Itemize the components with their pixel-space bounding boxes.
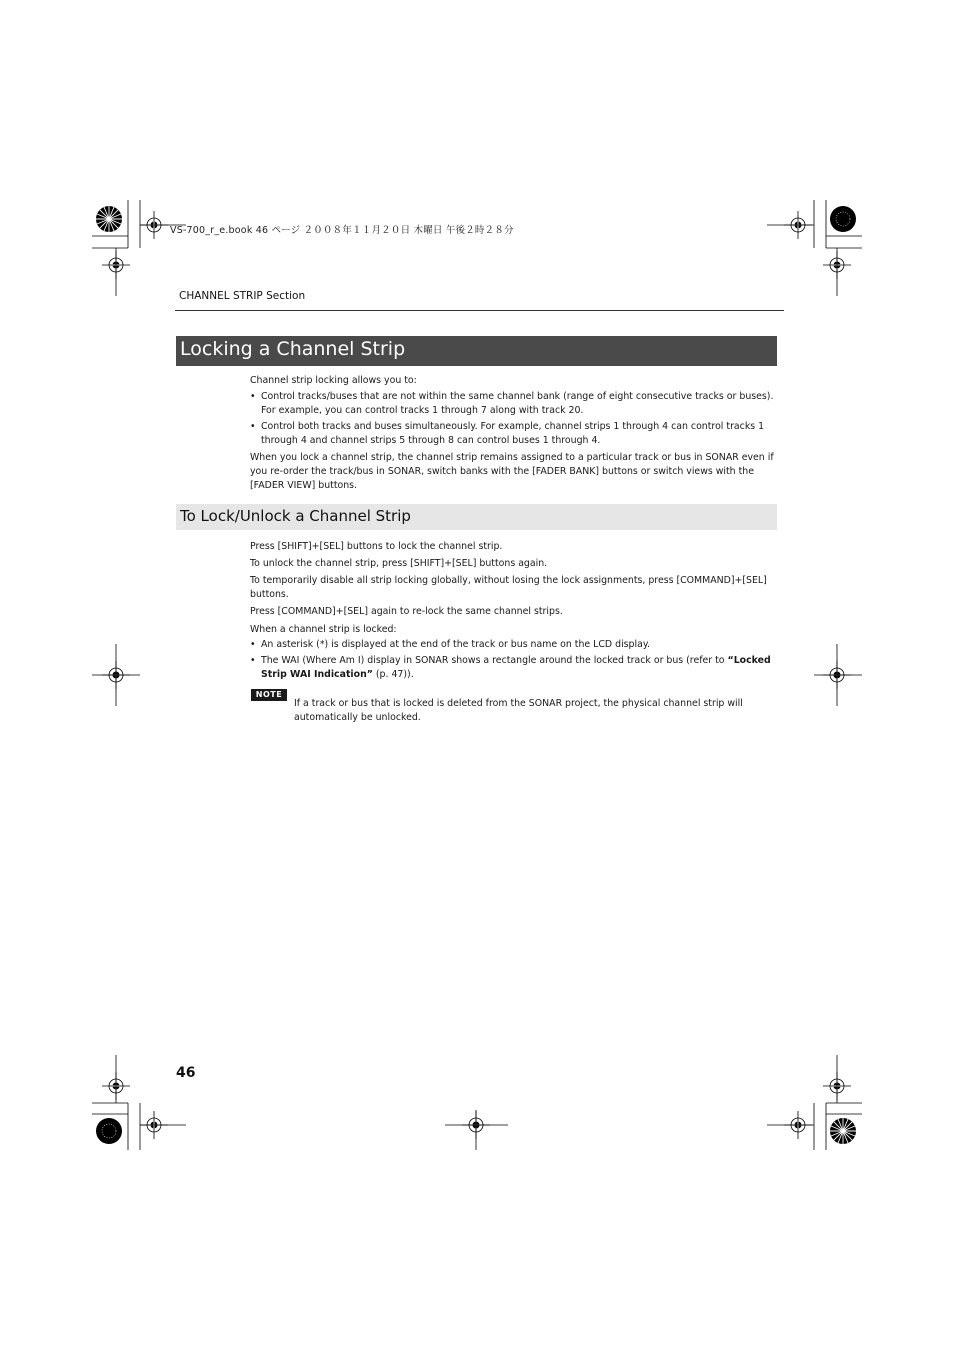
bullet-glyph: • (250, 655, 256, 666)
list-item (250, 390, 776, 418)
bullet-text: The WAI (Where Am I) display in SONAR shows a rectangle around the locked track or bus (refer to (261, 655, 728, 666)
page-number: 46 (176, 1065, 196, 1081)
step-paragraph: Press [SHIFT]+[SEL] buttons to lock the channel strip. (250, 541, 503, 552)
step-paragraph: To temporarily disable all strip locking globally, without losing the lock assignments, press [COMMAND]+[SEL] buttons. (250, 575, 767, 600)
running-head: CHANNEL STRIP Section (179, 290, 306, 302)
step-paragraph: To unlock the channel strip, press [SHIFT]+[SEL] buttons again. (250, 558, 548, 569)
locked-bullet-list (250, 638, 776, 682)
intro-paragraph: When you lock a channel strip, the channel strip remains assigned to a particular track or bus in SONAR even if you re-order the track/bus in SONAR, switch banks with the [FADER BANK] buttons or switch views with the [FADER VIEW] buttons. (250, 452, 774, 491)
steps-block (250, 540, 776, 682)
bullet-glyph: • (250, 391, 256, 402)
header-rule (175, 310, 784, 311)
list-item (250, 638, 776, 652)
bullet-text: Control tracks/buses that are not within the same channel bank (range of eight consecutive tracks or buses). For example, you can control tracks 1 through 7 along with track 20. (261, 391, 774, 416)
bullet-glyph: • (250, 639, 256, 650)
cross-reference-link[interactable]: “Locked Strip WAI Indication” (261, 655, 771, 680)
intro-bullet-list (250, 390, 776, 448)
intro-lead: Channel strip locking allows you to: (250, 375, 417, 386)
step-paragraph: Press [COMMAND]+[SEL] again to re-lock the same channel strips. (250, 606, 563, 617)
bullet-glyph: • (250, 421, 256, 432)
bullet-text: An asterisk (*) is displayed at the end of the track or bus name on the LCD display. (261, 639, 651, 650)
print-info: VS-700_r_e.book 46 ページ ２００８年１１月２０日 木曜日 午後２時２８分 (170, 225, 514, 236)
list-item (250, 420, 776, 448)
subsection-title: To Lock/Unlock a Channel Strip (180, 507, 411, 525)
bullet-text: Control both tracks and buses simultaneously. For example, channel strips 1 through 4 can control tracks 1 through 4 and channel strips 5 through 8 can control buses 1 through 4. (261, 421, 765, 446)
note-badge: NOTE (251, 689, 287, 701)
subsection-heading-bar (176, 504, 777, 530)
bullet-text: (p. 47)). (372, 669, 414, 680)
intro-block (250, 374, 776, 493)
note-text: If a track or bus that is locked is deleted from the SONAR project, the physical channel strip will automatically be unlocked. (294, 698, 743, 723)
list-item (250, 654, 776, 682)
section-heading-bar (176, 336, 777, 366)
step-paragraph: When a channel strip is locked: (250, 624, 397, 635)
section-title: Locking a Channel Strip (180, 338, 406, 360)
